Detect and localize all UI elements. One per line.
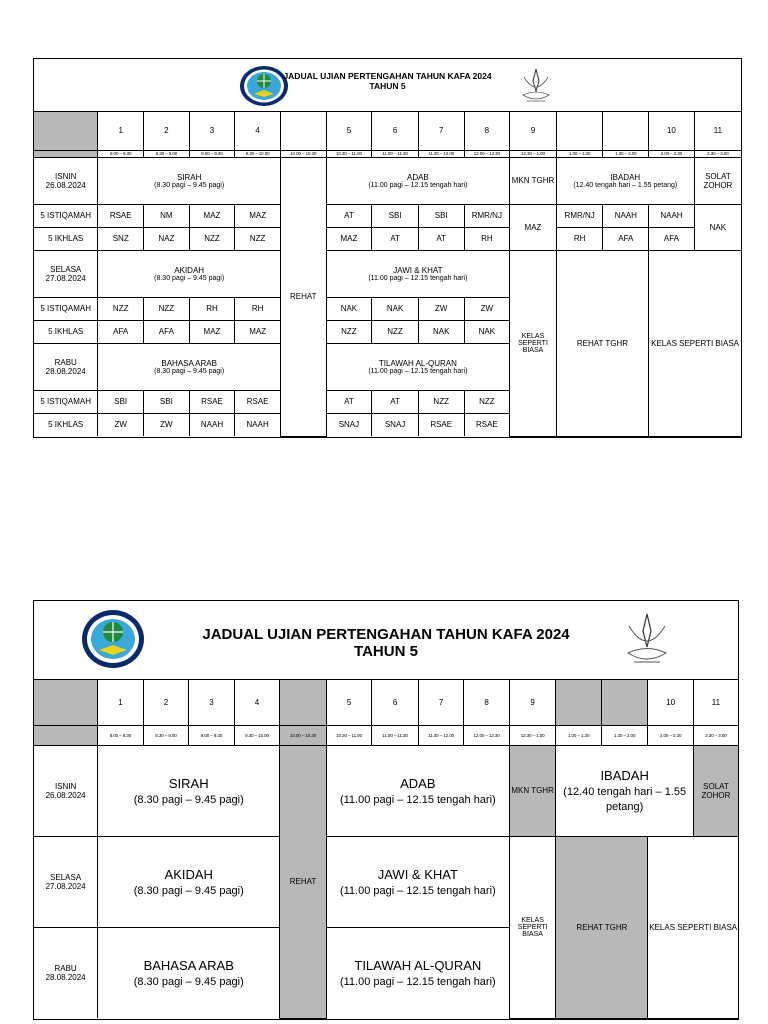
staff-cell: AT: [326, 204, 372, 227]
class-name: 5 ISTIQAMAH: [34, 390, 98, 413]
sheet-title: JADUAL UJIAN PERTENGAHAN TAHUN KAFA 2024: [283, 71, 492, 81]
time-slot: 1.30 – 2.00: [601, 725, 648, 745]
time-slot: 10.00 – 10.30: [280, 725, 327, 745]
staff-cell: NAAH: [649, 204, 695, 227]
staff-cell: AT: [372, 390, 419, 413]
staff-cell: NAK: [694, 204, 741, 250]
period-number: [556, 112, 603, 150]
period-number: [601, 680, 648, 725]
period-number: 9: [510, 112, 557, 150]
period-number: 9: [509, 680, 556, 725]
time-slot: 1.30 – 2.00: [603, 150, 649, 157]
kelas-seperti-biasa-cell: KELAS SEPERTI BIASA: [648, 836, 738, 1018]
staff-cell: NAAH: [189, 413, 235, 436]
staff-cell: NAK: [326, 297, 372, 320]
subject-cell: IBADAH (12.40 tengah hari – 1.55 petang): [556, 157, 694, 204]
period-number: 1: [98, 112, 144, 150]
time-slot: 11.30 – 12.00: [418, 725, 464, 745]
staff-cell: RSAE: [98, 204, 144, 227]
staff-cell: AT: [326, 390, 372, 413]
staff-cell: RSAE: [464, 413, 510, 436]
staff-cell: AT: [372, 227, 419, 250]
staff-cell: NAK: [372, 297, 419, 320]
staff-cell: NZZ: [144, 297, 190, 320]
period-number: 5: [326, 680, 372, 725]
period-number: 6: [372, 112, 419, 150]
state-crest-icon: [622, 611, 672, 671]
staff-cell: AFA: [98, 320, 144, 343]
subject-cell: TILAWAH AL-QURAN (11.00 pagi – 12.15 tengah hari): [326, 927, 509, 1018]
class-name: 5 IKHLAS: [34, 227, 98, 250]
period-number: 10: [648, 680, 694, 725]
class-name: 5 ISTIQAMAH: [34, 204, 98, 227]
kelas-seperti-biasa-cell: KELAS SEPERTI BIASA: [649, 250, 741, 436]
staff-cell: SNZ: [98, 227, 144, 250]
rehat-cell: REHAT: [280, 745, 327, 1018]
time-slot: 9.00 – 9.30: [189, 725, 235, 745]
rehat-tghr-cell: REHAT TGHR: [556, 250, 648, 436]
staff-cell: ZW: [464, 297, 510, 320]
staff-cell: RH: [189, 297, 235, 320]
staff-cell: RMR/NJ: [464, 204, 510, 227]
period-number: 11: [693, 680, 738, 725]
corner-cell: [34, 725, 98, 745]
time-slot: 11.00 – 11.30: [372, 725, 419, 745]
staff-cell: MAZ: [510, 204, 557, 250]
staff-cell: RSAE: [235, 390, 281, 413]
state-crest-icon: [519, 67, 553, 107]
staff-cell: RMR/NJ: [556, 204, 603, 227]
staff-cell: MAZ: [189, 320, 235, 343]
time-slot: 1.00 – 1.30: [556, 150, 603, 157]
sheet-subtitle: TAHUN 5: [369, 80, 406, 91]
subject-cell: BAHASA ARAB (8.30 pagi – 9.45 pagi): [98, 927, 280, 1018]
subject-cell: SIRAH (8.30 pagi – 9.45 pagi): [98, 745, 280, 836]
class-name: 5 IKHLAS: [34, 413, 98, 436]
time-slot: 10.30 – 11.00: [326, 725, 372, 745]
period-number: 6: [372, 680, 419, 725]
staff-cell: NZZ: [464, 390, 510, 413]
period-number: 5: [326, 112, 372, 150]
day-cell: RABU 28.08.2024: [34, 927, 98, 1018]
subject-cell: JAWI & KHAT (11.00 pagi – 12.15 tengah hari): [326, 836, 509, 927]
day-cell: SELASA 27.08.2024: [34, 836, 98, 927]
period-number: 10: [649, 112, 695, 150]
period-number: [280, 112, 326, 150]
period-number: 8: [464, 680, 510, 725]
staff-cell: SBI: [98, 390, 144, 413]
mkn-tghr-cell: MKN TGHR: [509, 745, 556, 836]
corner-cell: [34, 112, 98, 150]
corner-cell: [34, 680, 98, 725]
staff-cell: RH: [556, 227, 603, 250]
time-slot: 11.00 – 11.30: [372, 150, 419, 157]
sheet-header: [34, 59, 741, 112]
staff-cell: RH: [464, 227, 510, 250]
time-slot: 9.00 – 9.30: [189, 150, 235, 157]
period-number: 4: [234, 680, 280, 725]
time-slot: 8.30 – 9.00: [144, 150, 190, 157]
subject-cell: TILAWAH AL-QURAN (11.00 pagi – 12.15 tengah hari): [326, 343, 510, 390]
staff-cell: RH: [235, 297, 281, 320]
time-slot: 2.00 – 2.30: [648, 725, 694, 745]
time-slot: 2.00 – 2.30: [649, 150, 695, 157]
sheet-title: JADUAL UJIAN PERTENGAHAN TAHUN KAFA 2024: [202, 626, 570, 643]
staff-cell: SBI: [418, 204, 464, 227]
subject-cell: ADAB (11.00 pagi – 12.15 tengah hari): [326, 157, 510, 204]
staff-cell: SNAJ: [326, 413, 372, 436]
summary-timetable: [34, 680, 738, 1019]
staff-cell: MAZ: [235, 320, 281, 343]
day-cell: SELASA 27.08.2024: [34, 250, 98, 297]
staff-cell: MAZ: [326, 227, 372, 250]
staff-cell: NZZ: [372, 320, 419, 343]
staff-cell: RSAE: [189, 390, 235, 413]
period-number: 4: [235, 112, 281, 150]
staff-cell: NAAH: [235, 413, 281, 436]
time-slot: 12.00 – 12.30: [464, 150, 510, 157]
staff-cell: NAK: [418, 320, 464, 343]
staff-cell: MAZ: [235, 204, 281, 227]
schedule-sheet-detailed: [33, 58, 742, 438]
subject-cell: AKIDAH (8.30 pagi – 9.45 pagi): [98, 836, 280, 927]
staff-cell: NZZ: [235, 227, 281, 250]
time-slot: 9.30 – 10.00: [234, 725, 280, 745]
day-cell: ISNIN 26.08.2024: [34, 157, 98, 204]
class-name: 5 IKHLAS: [34, 320, 98, 343]
rehat-tghr-cell: REHAT TGHR: [556, 836, 648, 1018]
staff-cell: NZZ: [98, 297, 144, 320]
staff-cell: NAK: [464, 320, 510, 343]
staff-cell: AFA: [649, 227, 695, 250]
staff-cell: RSAE: [418, 413, 464, 436]
staff-cell: NM: [144, 204, 190, 227]
period-number: 7: [418, 112, 464, 150]
time-slot: 12.30 – 1.00: [510, 150, 557, 157]
staff-cell: MAZ: [189, 204, 235, 227]
staff-cell: AFA: [144, 320, 190, 343]
time-slot: 12.30 – 1.00: [509, 725, 556, 745]
staff-cell: SBI: [144, 390, 190, 413]
period-number: 3: [189, 680, 235, 725]
subject-cell: JAWI & KHAT (11.00 pagi – 12.15 tengah hari): [326, 250, 510, 297]
subject-cell: BAHASA ARAB (8.30 pagi – 9.45 pagi): [98, 343, 281, 390]
staff-cell: NAAH: [603, 204, 649, 227]
solat-zohor-cell: SOLAT ZOHOR: [693, 745, 738, 836]
period-number: [280, 680, 327, 725]
time-slot: 2.30 – 3.00: [693, 725, 738, 745]
rehat-cell: REHAT: [280, 157, 326, 436]
staff-cell: ZW: [144, 413, 190, 436]
time-slot: 11.30 – 12.00: [418, 150, 464, 157]
schedule-sheet-summary: [33, 600, 739, 1020]
subject-cell: AKIDAH (8.30 pagi – 9.45 pagi): [98, 250, 281, 297]
period-number: 1: [98, 680, 144, 725]
period-number: [556, 680, 602, 725]
period-number: 7: [418, 680, 464, 725]
staff-cell: AFA: [603, 227, 649, 250]
staff-cell: SBI: [372, 204, 419, 227]
staff-cell: AT: [418, 227, 464, 250]
period-number: 11: [694, 112, 741, 150]
kelas-seperti-biasa-cell: KELAS SEPERTI BIASA: [509, 836, 556, 1018]
period-number: 2: [144, 112, 190, 150]
detailed-timetable: [34, 112, 741, 437]
subject-cell: ADAB (11.00 pagi – 12.15 tengah hari): [326, 745, 509, 836]
time-slot: 12.00 – 12.30: [464, 725, 510, 745]
sheet-header: [34, 601, 738, 680]
solat-zohor-cell: SOLAT ZOHOR: [694, 157, 741, 204]
staff-cell: SNAJ: [372, 413, 419, 436]
time-slot: 9.30 – 10.00: [235, 150, 281, 157]
day-cell: ISNIN 26.08.2024: [34, 745, 98, 836]
period-number: 3: [189, 112, 235, 150]
time-slot: 2.30 – 3.00: [694, 150, 741, 157]
time-slot: 8.00 – 8.30: [98, 150, 144, 157]
period-number: 8: [464, 112, 510, 150]
time-slot: 8.00 – 8.30: [98, 725, 144, 745]
staff-cell: NZZ: [418, 390, 464, 413]
period-number: [603, 112, 649, 150]
time-slot: 10.30 – 11.00: [326, 150, 372, 157]
staff-cell: NZZ: [326, 320, 372, 343]
mkn-tghr-cell: MKN TGHR: [510, 157, 557, 204]
time-slot: 10.00 – 10.30: [280, 150, 326, 157]
staff-cell: ZW: [98, 413, 144, 436]
day-cell: RABU 28.08.2024: [34, 343, 98, 390]
subject-cell: SIRAH (8.30 pagi – 9.45 pagi): [98, 157, 281, 204]
class-name: 5 ISTIQAMAH: [34, 297, 98, 320]
period-number: 2: [143, 680, 189, 725]
kelas-seperti-biasa-cell: KELAS SEPERTI BIASA: [510, 250, 557, 436]
time-slot: 1.00 – 1.30: [556, 725, 602, 745]
staff-cell: ZW: [418, 297, 464, 320]
sheet-subtitle: TAHUN 5: [354, 643, 418, 661]
corner-cell: [34, 150, 98, 157]
staff-cell: NZZ: [189, 227, 235, 250]
time-slot: 8.30 – 9.00: [143, 725, 189, 745]
staff-cell: NAZ: [144, 227, 190, 250]
subject-cell: IBADAH (12.40 tengah hari – 1.55 petang): [556, 745, 694, 836]
